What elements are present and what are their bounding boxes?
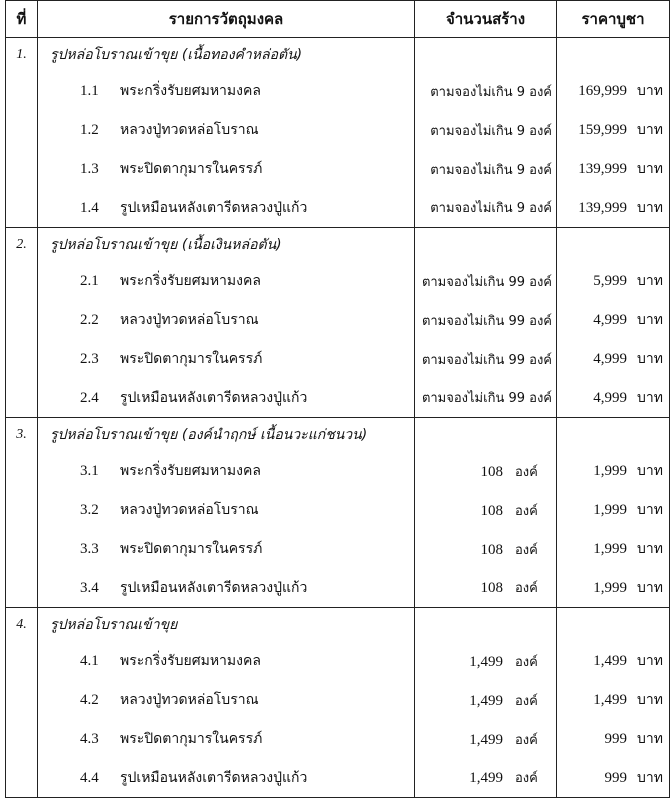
item-name: รูปเหมือนหลังเตารีดหลวงปู่แก้ว (120, 579, 308, 596)
section-header-row (6, 38, 670, 72)
item-name: รูปเหมือนหลังเตารีดหลวงปู่แก้ว (120, 199, 308, 216)
price-cell (557, 642, 670, 681)
table-header-row (6, 1, 670, 38)
price-cell (557, 379, 670, 418)
price-value: 1,999 (593, 502, 628, 518)
item-index: 4.4 (80, 769, 99, 786)
item-index: 1.4 (80, 199, 99, 216)
item-cell (38, 681, 415, 720)
qty-unit: องค์ (515, 464, 538, 480)
price-value: 4,999 (593, 389, 628, 406)
price-unit: บาท (637, 769, 663, 786)
row-no-empty (6, 111, 38, 150)
qty-text: ตามจองไม่เกิน 9 องค์ (430, 123, 552, 139)
price-unit: บาท (637, 122, 663, 138)
item-cell (38, 72, 415, 111)
section-qty-empty (415, 418, 557, 452)
table-row (6, 759, 670, 798)
price-unit: บาท (637, 731, 663, 747)
row-no-empty (6, 150, 38, 189)
row-no-empty (6, 569, 38, 608)
item-name: พระกริ่งรับยศมหามงคล (120, 463, 261, 479)
price-cell (557, 111, 670, 150)
price-cell (557, 530, 670, 569)
qty-text: ตามจองไม่เกิน 9 องค์ (430, 201, 552, 217)
section-number: 4. (6, 608, 38, 642)
price-unit: บาท (637, 351, 663, 367)
row-no-empty (6, 759, 38, 798)
row-no-empty (6, 340, 38, 379)
table-row (6, 530, 670, 569)
section-number: 1. (6, 38, 38, 72)
price-cell (557, 262, 670, 301)
item-cell (38, 340, 415, 379)
price-cell (557, 72, 670, 111)
item-index: 4.3 (80, 731, 99, 747)
price-unit: บาท (637, 83, 663, 99)
section-title: รูปหล่อโบราณเข้าขุย (องค์นำฤกษ์ เนื้อนวะแก่ชนวน) (38, 418, 415, 452)
section-header-row (6, 228, 670, 262)
table-row (6, 379, 670, 418)
qty-cell (415, 111, 557, 150)
price-value: 1,499 (593, 653, 628, 669)
qty-unit: องค์ (515, 542, 538, 558)
section-price-empty (557, 228, 670, 262)
table-row (6, 189, 670, 228)
section-qty-empty (415, 38, 557, 72)
qty-text: ตามจองไม่เกิน 99 องค์ (421, 274, 552, 290)
item-name: หลวงปู่ทวดหล่อโบราณ (120, 312, 259, 328)
qty-cell (415, 681, 557, 720)
table-row (6, 262, 670, 301)
item-name: หลวงปู่ทวดหล่อโบราณ (120, 502, 259, 518)
item-index: 3.3 (80, 541, 99, 557)
price-value: 169,999 (578, 83, 628, 99)
price-value: 139,999 (578, 161, 628, 177)
item-index: 2.3 (80, 351, 99, 367)
table-row (6, 491, 670, 530)
row-no-empty (6, 530, 38, 569)
section-qty-empty (415, 228, 557, 262)
price-value: 159,999 (578, 122, 628, 138)
qty-cell (415, 720, 557, 759)
price-unit: บาท (637, 463, 663, 479)
price-cell (557, 340, 670, 379)
price-cell (557, 569, 670, 608)
row-no-empty (6, 301, 38, 340)
item-name: พระกริ่งรับยศมหามงคล (120, 653, 261, 669)
item-name: พระปิดตากุมารในครรภ์ (120, 351, 263, 367)
amulet-price-table (5, 0, 670, 798)
item-cell (38, 452, 415, 491)
section-header-row (6, 608, 670, 642)
item-name: พระปิดตากุมารในครรภ์ (120, 541, 263, 557)
table-body (6, 38, 670, 798)
qty-cell (415, 150, 557, 189)
item-index: 2.2 (80, 312, 99, 328)
qty-unit: องค์ (515, 654, 538, 670)
table-row (6, 301, 670, 340)
price-cell (557, 681, 670, 720)
price-unit: บาท (637, 199, 663, 216)
table-row (6, 452, 670, 491)
price-value: 5,999 (593, 273, 628, 289)
item-cell (38, 301, 415, 340)
qty-number: 108 (480, 502, 503, 519)
row-no-empty (6, 681, 38, 720)
qty-cell (415, 569, 557, 608)
qty-unit: องค์ (515, 503, 538, 519)
price-value: 4,999 (593, 351, 628, 367)
price-unit: บาท (637, 653, 663, 669)
price-value: 999 (604, 731, 628, 747)
item-index: 4.1 (80, 653, 99, 669)
price-value: 1,499 (593, 692, 628, 708)
qty-text: ตามจองไม่เกิน 99 องค์ (421, 352, 552, 368)
item-name: รูปเหมือนหลังเตารีดหลวงปู่แก้ว (120, 389, 308, 406)
item-index: 2.4 (80, 389, 99, 406)
price-cell (557, 150, 670, 189)
qty-number: 108 (480, 463, 503, 480)
row-no-empty (6, 720, 38, 759)
item-cell (38, 189, 415, 228)
section-price-empty (557, 38, 670, 72)
row-no-empty (6, 452, 38, 491)
item-cell (38, 530, 415, 569)
section-number: 2. (6, 228, 38, 262)
item-name: หลวงปู่ทวดหล่อโบราณ (120, 692, 259, 708)
price-unit: บาท (637, 389, 663, 406)
item-index: 3.1 (80, 463, 99, 479)
table-row (6, 72, 670, 111)
price-unit: บาท (637, 312, 663, 328)
section-header-row (6, 418, 670, 452)
item-name: พระกริ่งรับยศมหามงคล (120, 273, 261, 289)
price-cell (557, 301, 670, 340)
qty-number: 1,499 (469, 770, 503, 787)
qty-cell (415, 189, 557, 228)
price-unit: บาท (637, 502, 663, 518)
price-unit: บาท (637, 579, 663, 596)
price-unit: บาท (637, 541, 663, 557)
qty-cell (415, 642, 557, 681)
item-name: พระปิดตากุมารในครรภ์ (120, 161, 263, 177)
qty-text: ตามจองไม่เกิน 99 องค์ (421, 313, 552, 329)
qty-unit: องค์ (515, 771, 538, 787)
price-unit: บาท (637, 273, 663, 289)
price-cell (557, 452, 670, 491)
item-cell (38, 262, 415, 301)
price-value: 4,999 (593, 312, 628, 328)
row-no-empty (6, 262, 38, 301)
item-cell (38, 569, 415, 608)
header-item: รายการวัตถุมงคล (38, 1, 415, 38)
price-cell (557, 720, 670, 759)
item-index: 3.4 (80, 579, 99, 596)
price-value: 1,999 (593, 541, 628, 557)
qty-text: ตามจองไม่เกิน 9 องค์ (430, 84, 552, 100)
qty-cell (415, 72, 557, 111)
qty-cell (415, 301, 557, 340)
row-no-empty (6, 491, 38, 530)
section-number: 3. (6, 418, 38, 452)
qty-unit: องค์ (515, 581, 538, 597)
item-cell (38, 150, 415, 189)
price-cell (557, 189, 670, 228)
item-index: 2.1 (80, 273, 99, 289)
table-row (6, 681, 670, 720)
item-cell (38, 111, 415, 150)
qty-cell (415, 379, 557, 418)
item-index: 1.2 (80, 122, 99, 138)
item-cell (38, 642, 415, 681)
item-cell (38, 491, 415, 530)
section-title: รูปหล่อโบราณเข้าขุย (เนื้อทองคำหล่อตัน) (38, 38, 415, 72)
qty-cell (415, 759, 557, 798)
item-name: หลวงปู่ทวดหล่อโบราณ (120, 122, 259, 138)
row-no-empty (6, 379, 38, 418)
table-row (6, 720, 670, 759)
qty-cell (415, 530, 557, 569)
price-value: 139,999 (578, 199, 628, 216)
price-cell (557, 759, 670, 798)
price-cell (557, 491, 670, 530)
qty-cell (415, 452, 557, 491)
qty-cell (415, 491, 557, 530)
header-price: ราคาบูชา (557, 1, 670, 38)
item-cell (38, 720, 415, 759)
header-qty: จำนวนสร้าง (415, 1, 557, 38)
qty-cell (415, 262, 557, 301)
item-index: 1.1 (80, 83, 99, 99)
price-value: 1,999 (593, 463, 628, 479)
table-row (6, 340, 670, 379)
row-no-empty (6, 189, 38, 228)
row-no-empty (6, 72, 38, 111)
item-name: พระปิดตากุมารในครรภ์ (120, 731, 263, 747)
table-row (6, 569, 670, 608)
qty-unit: องค์ (515, 732, 538, 748)
row-no-empty (6, 642, 38, 681)
qty-number: 1,499 (469, 692, 503, 709)
item-index: 1.3 (80, 161, 99, 177)
item-index: 3.2 (80, 502, 99, 518)
table-row (6, 111, 670, 150)
section-price-empty (557, 608, 670, 642)
price-value: 1,999 (593, 579, 628, 596)
item-cell (38, 379, 415, 418)
qty-number: 1,499 (469, 731, 503, 748)
qty-cell (415, 340, 557, 379)
section-title: รูปหล่อโบราณเข้าขุย (เนื้อเงินหล่อตัน) (38, 228, 415, 262)
section-price-empty (557, 418, 670, 452)
price-value: 999 (604, 769, 628, 786)
section-qty-empty (415, 608, 557, 642)
item-name: รูปเหมือนหลังเตารีดหลวงปู่แก้ว (120, 769, 308, 786)
qty-text: ตามจองไม่เกิน 99 องค์ (421, 391, 552, 407)
qty-number: 108 (480, 541, 503, 558)
table-row (6, 642, 670, 681)
price-unit: บาท (637, 692, 663, 708)
qty-unit: องค์ (515, 693, 538, 709)
header-no: ที่ (6, 1, 38, 38)
qty-text: ตามจองไม่เกิน 9 องค์ (430, 162, 552, 178)
price-unit: บาท (637, 161, 663, 177)
item-cell (38, 759, 415, 798)
qty-number: 1,499 (469, 653, 503, 670)
section-title: รูปหล่อโบราณเข้าขุย (38, 608, 415, 642)
table-row (6, 150, 670, 189)
item-name: พระกริ่งรับยศมหามงคล (120, 83, 261, 99)
qty-number: 108 (480, 580, 503, 597)
item-index: 4.2 (80, 692, 99, 708)
